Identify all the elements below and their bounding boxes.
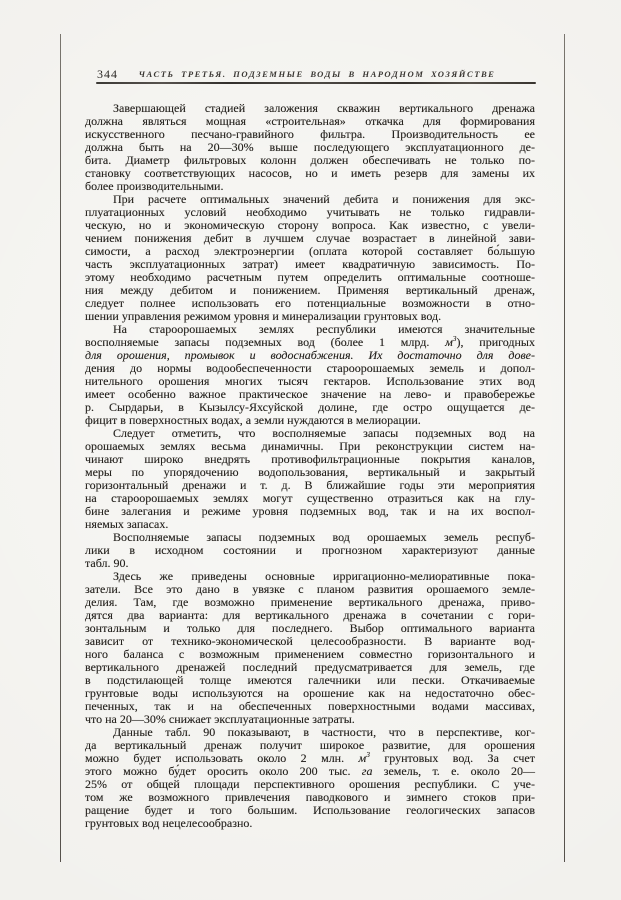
text-line: орошаемых землях весьма динамичны. При реконструкции систем на- [85, 439, 535, 453]
page-edge-line-right [564, 34, 565, 862]
paragraph [85, 570, 535, 726]
text-line: няемых запасах. [85, 517, 169, 531]
running-title: ЧАСТЬ ТРЕТЬЯ. ПОДЗЕМНЫЕ ВОДЫ В НАРОДНОМ ХОЗЯЙСТВЕ [138, 69, 496, 79]
text-line: на староорошаемых землях могут существенно отразиться как на глу- [85, 491, 535, 505]
text-line: 25% от общей площади перспективного орошения республики. С уче- [85, 777, 535, 791]
text-line: грунтовых вод нецелесообразно. [85, 816, 253, 830]
italic-text: га [361, 764, 373, 778]
text-line: можно будет использовать около 2 млн. $м^3$ грунтовых вод. За счет [85, 750, 536, 765]
text-line: чинают широко внедрять противофильтрационные покрытия каналов, [85, 452, 535, 466]
text-line: затели. Все это дано в увязке с планом развития орошаемого земле- [85, 582, 535, 596]
text-line: Следует отметить, что восполняемые запасы подземных вод на [113, 426, 535, 440]
text-line: должна являться мощная «строительная» откачка для формирования [85, 114, 535, 128]
text-line: бита. Диаметр фильтровых колонн должен обеспечивать не только по- [85, 153, 535, 167]
text-line: этому необходимо расчетным путем определить оптимальные соотноше- [85, 270, 535, 284]
text-line: дения до нормы водообеспеченности староорошаемых земель и допол- [85, 361, 535, 375]
text-line: р. Сырдарьи, в Кызылсу-Яхсуйской долине, где остро ощущается де- [85, 400, 535, 414]
paragraph [85, 427, 535, 531]
header-rule [96, 82, 536, 84]
text-line: симости, а расход электроэнергии (оплата которой составляет бо́льшую [85, 244, 535, 258]
text-line: что на 20—30% снижает эксплуатационные затраты. [85, 712, 355, 726]
text-line: дятся два варианта: для вертикального дренажа в сочетании с гори- [85, 608, 535, 622]
superscript: 3 [452, 334, 457, 343]
text-line: бине залегания и режиме уровня подземных вод, так и на их воспол- [85, 504, 535, 518]
text-line: вертикального дренажей последний предусматривается для земель, где [85, 660, 535, 674]
italic-text: м [358, 751, 367, 765]
italic-text: для орошения, промывок и водоснабжения. Их достаточно для дове- [85, 348, 535, 362]
text-line: меры по упорядочению водопользования, вертикальный и закрытый [85, 465, 535, 479]
text-line: да вертикальный дренаж получит широкое развитие, для орошения [85, 738, 535, 752]
text-line: нительного орошения многих тысяч гектаров. Использование этих вод [85, 374, 535, 388]
text-line: восполняемые запасы подземных вод (более 1 млрд. $м^3$), пригодных [85, 334, 535, 349]
superscript: 3 [366, 750, 370, 759]
paragraph [85, 193, 535, 323]
text-line: становку соответствующих насосов, но и иметь резерв для замены их [85, 166, 535, 180]
paragraph [85, 102, 535, 193]
paragraph [85, 323, 535, 427]
text-line: Здесь же приведены основные ирригационно-мелиоративные пока- [113, 569, 535, 583]
text-line: При расчете оптимальных значений дебита и понижения для экс- [113, 192, 535, 206]
page-number: 344 [97, 67, 118, 81]
text-line: искусственного песчано-гравийного фильтра. Производительность ее [85, 127, 535, 141]
text-line: На староорошаемых землях республики имеются значительные [113, 322, 535, 336]
paragraph [85, 531, 535, 570]
body-text [85, 102, 535, 830]
text-line: том же возможного привлечения паводкового и зимнего стоков при- [85, 790, 535, 804]
text-line: Восполняемые запасы подземных вод орошаемых земель респуб- [113, 530, 535, 544]
italic-text: м [445, 335, 453, 349]
text-line: Данные табл. 90 показывают, в частности, что в перспективе, ког- [113, 725, 535, 739]
text-line: плуатационных условий необходимо учитывать не только гидравли- [85, 205, 535, 219]
text-line: табл. 90. [85, 556, 129, 570]
text-line: часть эксплуатационных затрат) имеет квадратичную зависимость. По- [85, 257, 535, 271]
running-head [96, 66, 538, 86]
paragraph [85, 726, 535, 830]
text-line: делия. Там, где возможно применение вертикального дренажа, приво- [85, 595, 535, 609]
text-line: шении управления режимом уровня и минерализации грунтовых вод. [85, 309, 442, 323]
text-line: чением понижения дебит в лучшем случае возрастает в линейной зави- [85, 231, 535, 245]
text-line: печенных, так и на обеспеченных поверхностными водами массивах, [85, 699, 535, 713]
text-line: в подстилающей толще имеются галечники или пески. Откачиваемые [85, 673, 535, 687]
text-line: зонтальным и только для последнего. Выбор оптимального варианта [85, 621, 535, 635]
text-line: зависит от технико-экономической целесообразности. В варианте вод- [85, 634, 535, 648]
text-line: ного баланса с возможным применением совместно горизонтального и [85, 647, 535, 661]
text-line: более производительными. [85, 179, 224, 193]
text-line: грунтовые воды используются на орошение как на недостаточно обес- [85, 686, 535, 700]
text-line: лики в исходном состоянии и прогнозном характеризуют данные [85, 543, 535, 557]
text-line: ческую, но и экономическую сторону вопроса. Как известно, с увели- [85, 218, 535, 232]
text-line: фицит в поверхностных водах, а земли нуждаются в мелиорации. [85, 413, 421, 427]
text-line: ния между дебитом и понижением. Применяя вертикальный дренаж, [85, 283, 535, 297]
text-line: горизонтальный дренажи и т. д. В ближайшие годы эти мероприятия [85, 478, 535, 492]
page-edge-line-left [60, 34, 61, 862]
text-line: этого можно бу́дет оросить около 200 тыс. га земель, т. е. около 20— [85, 764, 535, 778]
text-line: имеет особенно важное практическое значение на лево- и правобережье [85, 387, 535, 401]
text-line: следует полнее использовать его потенциальные возможности в отно- [85, 296, 535, 310]
text-line: должна быть на 20—30% выше последующего эксплуатационного де- [85, 140, 535, 154]
text-line: ращение будет и того большим. Использование геологических запасов [85, 803, 535, 817]
text-line: Завершающей стадией заложения скважин вертикального дренажа [113, 101, 535, 115]
